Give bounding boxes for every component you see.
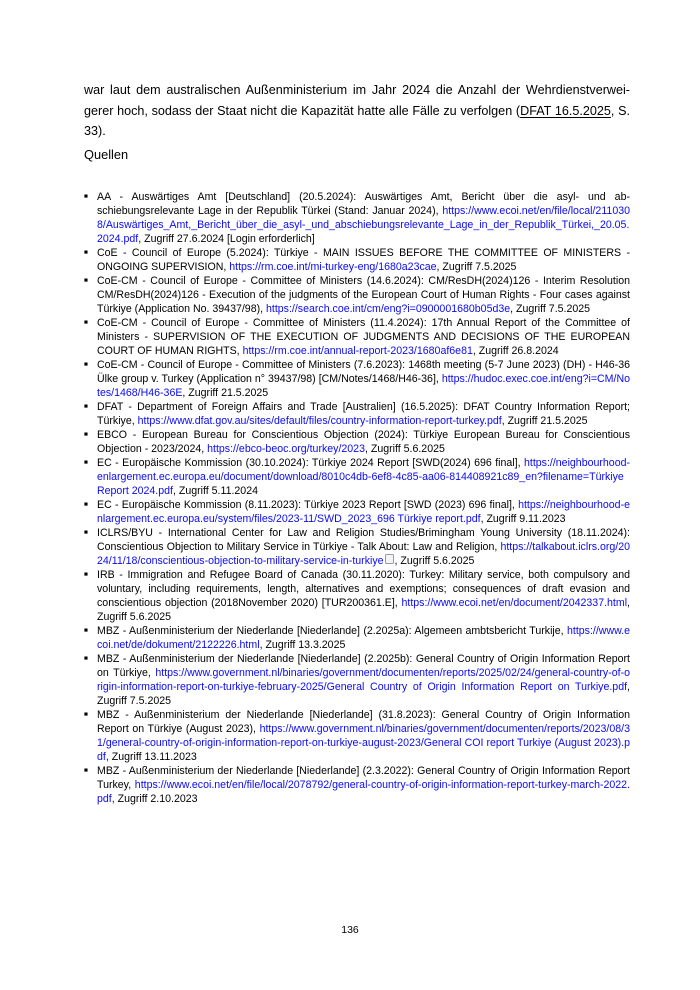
source-item [84, 526, 630, 568]
source-url-link[interactable]: https://www.ecoi.net/en/file/local/2110308/Auswärtiges_Amt,_Bericht_über_die_asyl-_und_abschiebungsrelevante_Lage_in_der_Republik_Türkei,_20.05.2024.pdf [97, 205, 630, 245]
text-segment: , Zugriff 26.8.2024 [472, 345, 559, 357]
bullet-square-icon: ■ [84, 458, 88, 466]
text-segment: , Zugriff 2.10.2023 [111, 793, 198, 805]
text-segment: MBZ - Außenministerium der Niederlande [Niederlande] (2.2025a): Algemeen ambtsbericht Turkije, [97, 625, 567, 637]
text-segment: , S. 33). [84, 103, 630, 139]
text-segment: MBZ - Außenministerium der Niederlande [Niederlande] (2.3.2022): General Country of Origin Information Report Turkey, [97, 765, 630, 791]
text-segment: , Zugriff 21.5.2025 [182, 387, 269, 399]
bullet-square-icon: ■ [84, 360, 88, 368]
source-item [84, 428, 630, 456]
source-url-link[interactable]: https://search.coe.int/cm/eng?i=0900001680b05d3e [266, 303, 511, 315]
source-item [84, 652, 630, 708]
text-segment: AA - Auswärtiges Amt [Deutschland] (20.5.2024): Auswärtiges Amt, Bericht über die asyl- und abschiebungsrelevante Lage in der Republik Türkei (Stand: Januar 2024), [97, 191, 630, 217]
text-segment: , Zugriff 21.5.2025 [501, 415, 588, 427]
text-segment: EC - Europäische Kommission (30.10.2024): Türkiye 2024 Report [SWD(2024) 696 final], [97, 457, 524, 469]
source-item [84, 764, 630, 806]
bullet-square-icon: ■ [84, 710, 88, 718]
body-paragraph [84, 80, 630, 142]
text-segment: , Zugriff 27.6.2024 [Login erforderlich] [138, 233, 315, 245]
text-segment: , Zugriff 5.6.2025 [394, 555, 475, 567]
section-heading-quellen: Quellen [84, 147, 129, 162]
source-item [84, 624, 630, 652]
sources-list [84, 190, 630, 806]
source-item [84, 708, 630, 764]
text-segment: , Zugriff 5.6.2025 [364, 443, 445, 455]
text-segment: CoE-CM - Council of Europe - Committee of Ministers (14.6.2024): CM/ResDH(2024)126 - Interim Resolution CM/ResDH(2024)126 - Execution of the judgments of the European Court of Human Rights - Four cases against Türkiye (Application No. 39437/98), [97, 275, 630, 315]
bullet-square-icon: ■ [84, 528, 88, 536]
source-url-link[interactable]: https://www.ecoi.net/en/document/2042337.html [401, 597, 628, 609]
source-item [84, 246, 630, 274]
bullet-square-icon: ■ [84, 430, 88, 438]
source-item [84, 568, 630, 624]
source-item [84, 316, 630, 358]
source-url-link[interactable]: https://rm.coe.int/mi-turkey-eng/1680a23cae [229, 261, 437, 273]
bullet-square-icon: ■ [84, 192, 88, 200]
bullet-square-icon: ■ [84, 318, 88, 326]
text-segment: , Zugriff 13.11.2023 [105, 751, 197, 763]
text-segment: , Zugriff 9.11.2023 [480, 513, 566, 525]
source-item [84, 274, 630, 316]
text-segment: , Zugriff 7.5.2025 [510, 303, 591, 315]
source-url-link[interactable]: https://www.government.nl/binaries/government/documenten/reports/2023/08/31/general-country-of-origin-information-report-on-turkiye-august-2023/General COI report Turkiye (August 2023).pdf [97, 723, 630, 763]
text-segment: MBZ - Außenministerium der Niederlande [Niederlande] (2.2025b): General Country of Origin Information Report on Türkiye, [97, 653, 630, 679]
source-url-link[interactable]: https://www.ecoi.net/en/file/local/2078792/general-country-of-origin-information-report-turkey-march-2022.pdf [97, 779, 630, 805]
missing-glyph-box-icon [385, 554, 394, 564]
source-item [84, 400, 630, 428]
source-url-link[interactable]: https://rm.coe.int/annual-report-2023/1680af6e81 [242, 345, 473, 357]
bullet-square-icon: ■ [84, 626, 88, 634]
source-item [84, 358, 630, 400]
source-item [84, 456, 630, 498]
text-segment: ICLRS/BYU - International Center for Law and Religion Studies/Brimingham Young University (18.11.2024): Conscientious Objection to Military Service in Türkiye - Talk About: Law and Religion, [97, 527, 630, 553]
source-url-link[interactable]: https://ebco-beoc.org/turkey/2023 [207, 443, 365, 455]
bullet-square-icon: ■ [84, 570, 88, 578]
text-segment: war laut dem australischen Außenministerium im Jahr 2024 die Anzahl der Wehrdienstverweigerer hoch, sodass der Staat nicht die Kapazität hatte alle Fälle zu verfolgen ( [84, 83, 630, 118]
source-url-link[interactable]: https://www.government.nl/binaries/government/documenten/reports/2025/02/24/general-country-of-origin-information-report-on-turkiye-february-2025/General Country of Origin Information Report on Turkiye.pdf [97, 667, 630, 693]
text-segment: , Zugriff 5.6.2025 [97, 597, 630, 623]
source-url-link[interactable]: https://www.dfat.gov.au/sites/default/files/country-information-report-turkey.pdf [137, 415, 502, 427]
text-segment: EBCO - European Bureau for Conscientious Objection (2024): Türkiye European Bureau for Conscientious Objection - 2023/2024, [97, 429, 630, 455]
source-item [84, 498, 630, 526]
bullet-square-icon: ■ [84, 654, 88, 662]
text-segment: , Zugriff 7.5.2025 [436, 261, 517, 273]
text-segment: , Zugriff 7.5.2025 [97, 681, 630, 707]
source-item [84, 190, 630, 246]
source-url-link[interactable]: https://talkabout.iclrs.org/2024/11/18/conscientious-objection-to-military-service-in-turkiye [97, 541, 630, 567]
text-segment: MBZ - Außenministerium der Niederlande [Niederlande] (31.8.2023): General Country of Origin Information Report on Türkiye (August 2023), [97, 709, 630, 735]
source-reference-link[interactable]: DFAT 16.5.2025 [520, 103, 611, 118]
text-segment: , Zugriff 13.3.2025 [259, 639, 346, 651]
text-segment: CoE-CM - Council of Europe - Committee of Ministers (7.6.2023): 1468th meeting (5-7 June 2023) (DH) - H46-36 Ülke group v. Turkey (Application n° 39437/98) [CM/Notes/1468/H46-36], [97, 359, 630, 385]
bullet-square-icon: ■ [84, 500, 88, 508]
page-number: 136 [341, 924, 359, 936]
bullet-square-icon: ■ [84, 248, 88, 256]
source-url-link[interactable]: https://neighbourhood-enlargement.ec.europa.eu/system/files/2023-11/SWD_2023_696 Türkiye report.pdf [97, 499, 630, 525]
source-url-link[interactable]: https://hudoc.exec.coe.int/eng?i=CM/Notes/1468/H46-36E [97, 373, 630, 399]
text-segment: CoE - Council of Europe (5.2024): Türkiye - MAIN ISSUES BEFORE THE COMMITTEE OF MINISTERS - ONGOING SUPERVISION, [97, 247, 630, 273]
source-url-link[interactable]: https://neighbourhood-enlargement.ec.europa.eu/document/download/8010c4db-6ef8-4c85-aa06-814408921c89_en?filename=Türkiye Report 2024.pdf [97, 457, 630, 497]
bullet-square-icon: ■ [84, 766, 88, 774]
text-segment: , Zugriff 5.11.2024 [172, 485, 258, 497]
text-segment: DFAT - Department of Foreign Affairs and Trade [Australien] (16.5.2025): DFAT Country Information Report; Türkiye, [97, 401, 630, 427]
source-url-link[interactable]: https://www.ecoi.net/de/dokument/2122226.html [97, 625, 630, 651]
bullet-square-icon: ■ [84, 402, 88, 410]
text-segment: CoE-CM - Council of Europe - Committee of Ministers (11.4.2024): 17th Annual Report of the Committee of Ministers - SUPERVISION OF THE EXECUTION OF JUDGMENTS AND DECISIONS OF THE EUROPEAN COURT OF HUMAN RIGHTS, [97, 317, 630, 357]
text-segment: EC - Europäische Kommission (8.11.2023): Türkiye 2023 Report [SWD (2023) 696 final], [97, 499, 519, 511]
bullet-square-icon: ■ [84, 276, 88, 284]
text-segment: IRB - Immigration and Refugee Board of Canada (30.11.2020): Turkey: Military service, both compulsory and voluntary, including requirements, length, alternatives and exemptions; consequences of draft evasion and conscientious objection (2018November 2020) [TUR200361.E], [97, 569, 630, 609]
